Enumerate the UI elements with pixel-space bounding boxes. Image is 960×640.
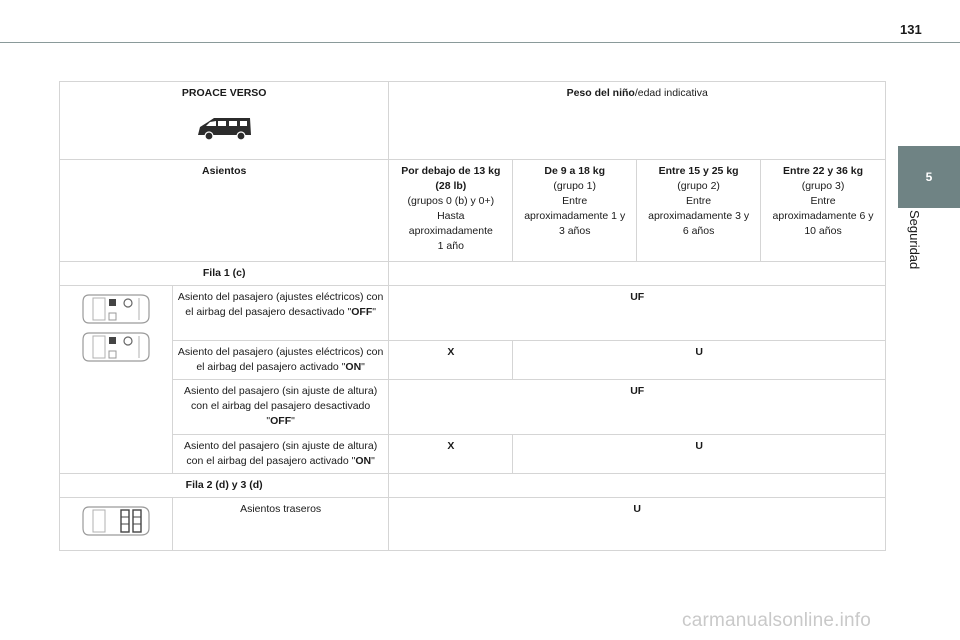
- seat-value: UF: [389, 380, 886, 435]
- weight-header-rest: /edad indicativa: [634, 87, 708, 99]
- seats-header: Asientos: [60, 160, 389, 262]
- watermark: carmanualsonline.info: [682, 610, 872, 631]
- row1-icons-cell: [60, 286, 173, 474]
- seat-desc: [172, 286, 389, 341]
- group-weight: Por debajo de 13 kg (28 lb): [401, 165, 501, 192]
- weight-header-bold: Peso del niño: [566, 87, 635, 99]
- seat-desc: [172, 341, 389, 380]
- seat-desc-close: ": [361, 361, 365, 373]
- seat-desc-close: ": [372, 306, 376, 318]
- seat-desc-text: Asiento del pasajero (ajustes eléctricos) con el airbag del pasajero desactivado ": [177, 291, 384, 318]
- child-seat-table: [59, 81, 886, 551]
- group-line: aproximadamente 6 y: [772, 210, 874, 222]
- group-line: 6 años: [682, 225, 715, 237]
- group-line: Hasta: [437, 210, 465, 222]
- chapter-title: Seguridad: [907, 210, 922, 270]
- row2-label-empty: [389, 474, 886, 498]
- group-line: 3 años: [558, 225, 591, 237]
- group-col-1: [513, 160, 637, 262]
- seat-value: UF: [389, 286, 886, 341]
- group-line: 10 años: [804, 225, 842, 237]
- table-row: [60, 341, 886, 380]
- group-line: 1 año: [437, 240, 464, 252]
- group-weight: Entre 15 y 25 kg: [658, 165, 739, 177]
- group-line: (grupo 1): [553, 180, 597, 192]
- seat-value: U: [513, 435, 886, 474]
- group-line: Entre: [686, 195, 712, 207]
- seat-desc: [172, 435, 389, 474]
- page-number: 131: [900, 22, 922, 37]
- model-cell: [60, 82, 389, 160]
- row2-icon-cell: [60, 498, 173, 551]
- seat-desc-text: Asiento del pasajero (sin ajuste de altura) con el airbag del pasajero activado ": [184, 440, 378, 467]
- group-line: Entre: [562, 195, 588, 207]
- car-top-front-seat-icon: [81, 292, 151, 326]
- group-col-3: [761, 160, 886, 262]
- seat-desc-close: ": [371, 455, 375, 467]
- group-line: aproximadamente: [408, 225, 493, 237]
- seat-value: X: [389, 341, 513, 380]
- table-row: [60, 286, 886, 341]
- row1-label-row: [60, 262, 886, 286]
- seat-desc: [172, 380, 389, 435]
- group-col-0: [389, 160, 513, 262]
- model-name: PROACE VERSO: [181, 87, 267, 99]
- seat-desc-text: Asiento del pasajero (ajustes eléctricos) con el airbag del pasajero activado ": [177, 346, 384, 373]
- group-col-2: [637, 160, 761, 262]
- car-top-front-seat-icon: [81, 330, 151, 364]
- row1-label-empty: [389, 262, 886, 286]
- table-header-row: [60, 82, 886, 160]
- car-top-rear-seats-icon: [81, 504, 151, 538]
- seat-value: U: [513, 341, 886, 380]
- group-weight: De 9 a 18 kg: [544, 165, 606, 177]
- group-line: aproximadamente 3 y: [648, 210, 750, 222]
- group-line: (grupo 3): [801, 180, 845, 192]
- rear-seats-desc: Asientos traseros: [172, 498, 389, 551]
- seat-desc-close: ": [291, 415, 295, 427]
- chapter-tab[interactable]: [898, 146, 960, 208]
- group-line: (grupos 0 (b) y 0+): [407, 195, 495, 207]
- row2-label: Fila 2 (d) y 3 (d): [60, 474, 389, 498]
- table-row: [60, 435, 886, 474]
- table-row: [60, 380, 886, 435]
- top-rule: [0, 42, 960, 43]
- seat-desc-text: Asiento del pasajero (sin ajuste de altura) con el airbag del pasajero desactivado ": [184, 385, 378, 427]
- chapter-number: 5: [925, 170, 933, 184]
- chapter-title-container: [899, 210, 929, 300]
- group-line: (grupo 2): [677, 180, 720, 192]
- row2-label-row: [60, 474, 886, 498]
- airbag-state: OFF: [351, 306, 373, 318]
- group-line: aproximadamente 1 y: [524, 210, 626, 222]
- row1-label: Fila 1 (c): [60, 262, 389, 286]
- weight-header-cell: [389, 82, 886, 160]
- airbag-state: ON: [345, 361, 362, 373]
- airbag-state: ON: [355, 455, 372, 467]
- airbag-state: OFF: [270, 415, 292, 427]
- table-row: [60, 498, 886, 551]
- seat-value: X: [389, 435, 513, 474]
- van-side-icon: [194, 113, 254, 143]
- group-weight: Entre 22 y 36 kg: [783, 165, 863, 177]
- rear-seats-value: U: [389, 498, 886, 551]
- subheader-row: [60, 160, 886, 262]
- group-line: Entre: [810, 195, 836, 207]
